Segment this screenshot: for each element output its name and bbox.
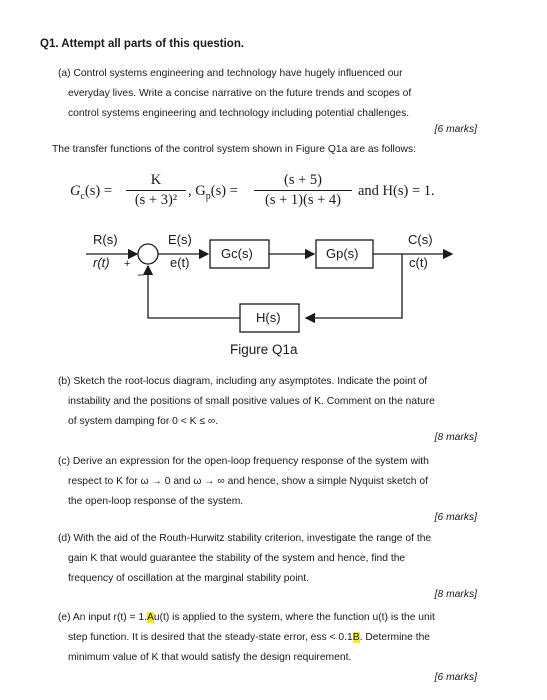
r-label: R(s) [93,232,118,247]
part-a-line-1: (a) Control systems engineering and technology have hugely influenced our [58,68,403,79]
part-e-line-3: minimum value of K that would satisfy the design requirement. [68,652,352,663]
highlight-b: B [352,632,360,643]
highlight-a: A [147,612,154,623]
part-d-line-2: gain K that would guarantee the stability of the system and hence, find the [68,553,406,564]
part-d-line-3: frequency of oscillation at the marginal stability point. [68,573,309,584]
r-sub-label: r(t) [93,255,110,270]
part-e-line-1: (e) An input r(t) = 1.Au(t) is applied to the system, where the function u(t) is the unit [58,612,435,623]
c-sub-label: c(t) [409,255,428,270]
part-b-line-1: (b) Sketch the root-locus diagram, including any asymptotes. Indicate the point of [58,376,428,387]
question-title: Q1. Attempt all parts of this question. [40,38,245,50]
gc-numerator: K [150,172,162,188]
gc-block-label: Gc(s) [221,246,253,261]
gp-denominator: (s + 1)(s + 4) [265,192,341,208]
part-c-line-3: the open-loop response of the system. [68,496,244,507]
part-b-line-2: instability and the positions of small positive values of K. Comment on the nature [68,396,435,407]
part-c-marks: [6 marks] [434,512,477,523]
part-a-marks: [6 marks] [434,124,477,135]
h-equation: and H(s) = 1. [358,183,435,199]
minus-sign: − [137,268,145,282]
gp-lhs: , $G_p(s)$ = [188,183,238,202]
part-c-line-1: (c) Derive an expression for the open-loop frequency response of the system with [58,456,429,467]
part-a-line-2: everyday lives. Write a concise narrative on the future trends and scopes of [68,88,412,99]
part-c-line-2: respect to K for ω → 0 and ω → ∞ and hence, show a simple Nyquist sketch of [68,476,428,487]
part-d-marks: [8 marks] [434,589,477,600]
feedback-line-2 [148,266,240,318]
gp-block-label: Gp(s) [326,246,359,261]
gc-denominator: (s + 3)² [134,192,178,208]
part-e-marks: [6 marks] [434,672,477,683]
e-sub-label: e(t) [170,255,190,270]
gp-numerator: (s + 5) [284,172,322,188]
part-e-line-2: step function. It is desired that the steady-state error, ess < 0.1B. Determine the [68,632,431,643]
h-block-label: H(s) [256,310,281,325]
figure-caption: Figure Q1a [230,342,298,357]
gc-fraction [126,172,186,209]
part-a-line-3: control systems engineering and technology including potential challenges. [68,108,410,119]
intro-text: The transfer functions of the control system shown in Figure Q1a are as follows: [52,144,416,155]
c-label: C(s) [408,232,433,247]
part-b-line-3: of system damping for 0 < K ≤ ∞. [68,416,219,427]
plus-sign: + [124,258,131,270]
summing-junction [138,244,158,264]
gp-fraction [254,172,352,209]
e-label: E(s) [168,232,192,247]
gc-lhs: $G_c(s)$ = [70,183,113,202]
part-b-marks: [8 marks] [434,432,477,443]
part-d-line-1: (d) With the aid of the Routh-Hurwitz stability criterion, investigate the range of the [58,533,432,544]
